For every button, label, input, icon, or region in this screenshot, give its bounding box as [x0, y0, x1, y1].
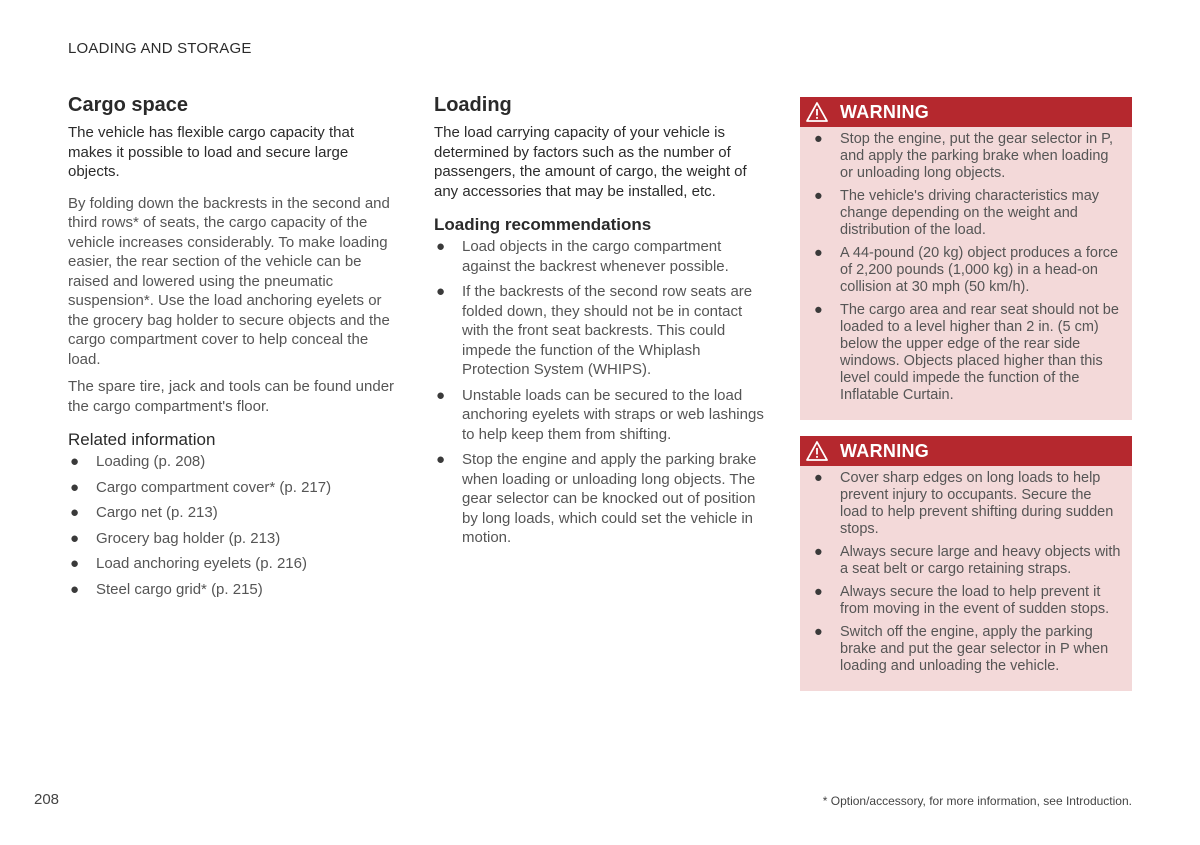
bullet-dot: ●	[814, 131, 823, 147]
bullet-dot: ●	[814, 302, 823, 318]
warning-list	[800, 127, 1132, 404]
list-item: ● Switch off the engine, apply the parking brake and put the gear selector in P when loading and unloading the vehicle.	[814, 624, 1109, 674]
bullet-dot: ●	[436, 238, 446, 255]
warning-header	[800, 436, 1132, 466]
bullet-dot: ●	[70, 453, 80, 470]
spare-tire-paragraph: The spare tire, jack and tools can be found under the cargo compartment's floor.	[68, 378, 395, 415]
bullet-dot: ●	[814, 188, 823, 204]
related-link-grocery-bag-holder[interactable]: ● Grocery bag holder (p. 213)	[70, 529, 281, 547]
related-link-steel-cargo-grid[interactable]: ● Steel cargo grid* (p. 215)	[70, 580, 263, 598]
list-item: ● Stop the engine, put the gear selector in P, and apply the parking brake when loading or unloading long objects.	[814, 131, 1114, 181]
cargo-space-title: Cargo space	[68, 94, 189, 116]
bullet-dot: ●	[814, 544, 823, 560]
bullet-dot: ●	[70, 478, 80, 496]
bullet-dot: ●	[70, 504, 80, 521]
cargo-space-paragraph: By folding down the backrests in the second and third rows* of seats, the cargo capacity of the vehicle increases considerably. To make loading easier, the rear section of the vehicle can be raised and lowered using the pneumatic suspension*. Use the load anchoring eyelets or the grocery bag holder to secure objects and the cargo compartment cover to help conceal the load.	[68, 194, 390, 368]
page-number: 208	[34, 791, 60, 808]
warning-title: WARNING	[840, 440, 930, 461]
loading-recommendations-list	[434, 237, 764, 548]
list-item: ● Unstable loads can be secured to the load anchoring eyelets with straps or web lashings to help keep them from shifting.	[436, 386, 764, 443]
related-link-loading[interactable]: ● Loading (p. 208)	[70, 453, 206, 470]
warning-header	[800, 97, 1132, 127]
related-link-cargo-net[interactable]: ● Cargo net (p. 213)	[70, 504, 218, 521]
bullet-dot: ●	[814, 624, 823, 640]
list-item: ● The vehicle's driving characteristics may change depending on the weight and distribution of the load.	[814, 188, 1100, 238]
list-item: ● Stop the engine and apply the parking brake when loading or unloading long objects. The gear selector can be knocked out of position by long loads, which could set the vehicle in motion.	[436, 451, 757, 546]
bullet-dot: ●	[436, 386, 446, 404]
list-item: ● The cargo area and rear seat should not be loaded to a level higher than 2 in. (5 cm) below the upper edge of the rear side windows. Objects placed higher than this level could impede the function of the Inflatable Curtain.	[814, 302, 1119, 403]
list-item: ● Load objects in the cargo compartment against the backrest whenever possible.	[436, 238, 729, 275]
warning-box-2	[800, 436, 1132, 691]
bullet-dot: ●	[70, 555, 80, 572]
bullet-dot: ●	[814, 584, 823, 600]
list-item: ● A 44-pound (20 kg) object produces a force of 2,200 pounds (1,000 kg) in a head-on collision at 30 mph (50 km/h).	[814, 245, 1119, 295]
bullet-dot: ●	[436, 283, 446, 300]
list-item: ● Always secure large and heavy objects with a seat belt or cargo retaining straps.	[814, 544, 1121, 577]
bullet-dot: ●	[436, 451, 446, 468]
warning-list	[800, 466, 1132, 675]
list-item: ● Always secure the load to help prevent it from moving in the event of sudden stops.	[814, 584, 1110, 617]
bullet-dot: ●	[70, 580, 80, 598]
related-link-anchoring-eyelets[interactable]: ● Load anchoring eyelets (p. 216)	[70, 555, 307, 572]
list-item: ● Cover sharp edges on long loads to help prevent injury to occupants. Secure the load to help prevent shifting during sudden stops.	[814, 470, 1114, 537]
related-information-list	[68, 452, 398, 599]
related-link-cargo-cover[interactable]: ● Cargo compartment cover* (p. 217)	[70, 478, 332, 496]
section-header: LOADING AND STORAGE	[68, 40, 252, 57]
list-item: ● If the backrests of the second row seats are folded down, they should not be in contact with the front seat backrests. This could impede the function of the Whiplash Protection System (WHIPS).	[436, 283, 753, 378]
cargo-space-column	[68, 94, 398, 605]
bullet-dot: ●	[814, 245, 823, 261]
related-information-title: Related information	[68, 430, 216, 449]
warnings-column	[800, 97, 1132, 707]
loading-lead: The load carrying capacity of your vehicle is determined by factors such as the number of passengers, the amount of cargo, the weight of any accessories that may be installed, etc.	[434, 124, 747, 200]
bullet-dot: ●	[70, 529, 80, 547]
cargo-space-lead: The vehicle has flexible cargo capacity that makes it possible to load and secure large objects.	[68, 124, 354, 180]
footnote: * Option/accessory, for more information, see Introduction.	[822, 794, 1132, 808]
warning-title: WARNING	[840, 101, 930, 122]
bullet-dot: ●	[814, 470, 823, 486]
warning-triangle-icon	[806, 441, 828, 461]
loading-column	[434, 94, 764, 554]
warning-triangle-icon	[806, 102, 828, 122]
loading-title: Loading	[434, 94, 512, 116]
warning-box-1	[800, 97, 1132, 420]
loading-recommendations-title: Loading recommendations	[434, 215, 652, 234]
